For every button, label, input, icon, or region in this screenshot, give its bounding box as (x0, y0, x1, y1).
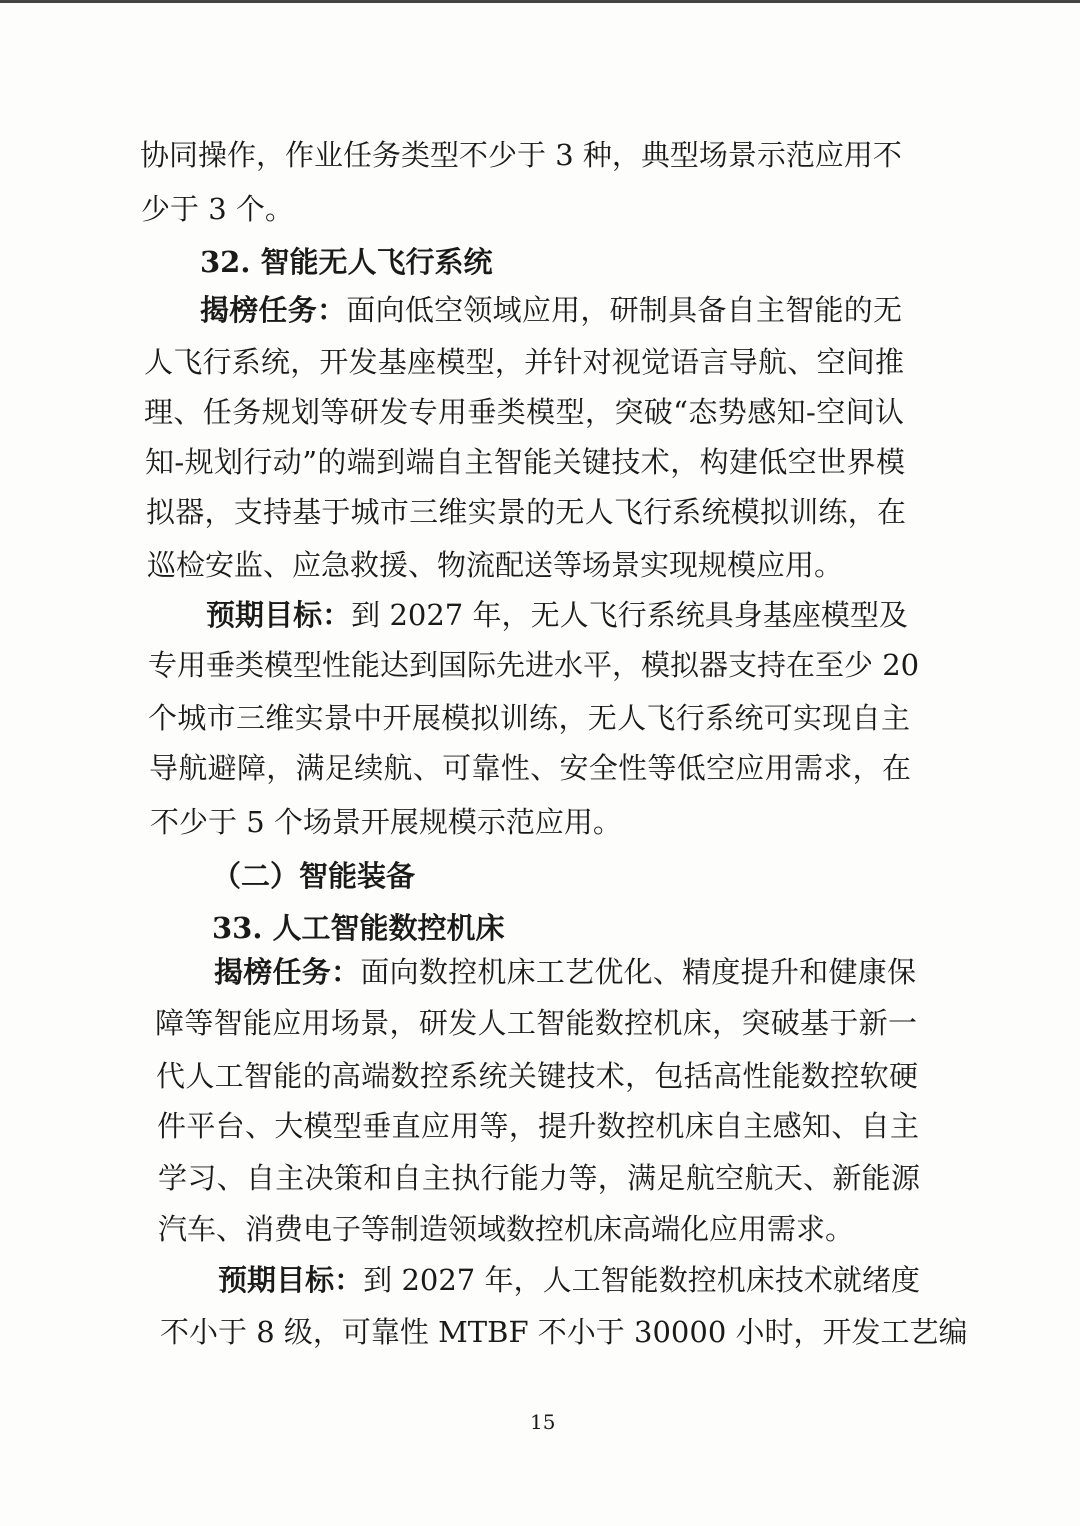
body-text: 面向数控机床工艺优化、精度提升和健康保 (360, 955, 916, 989)
section-heading-33: 33. 人工智能数控机床 (212, 911, 505, 945)
body-line: 汽车、消费电子等制造领域数控机床高端化应用需求。 (158, 1212, 855, 1246)
body-line: 个城市三维实景中开展模拟训练，无人飞行系统可实现自主 (148, 701, 910, 735)
scan-edge (0, 0, 1080, 3)
goal-label: 预期目标： (206, 598, 352, 632)
goal-label: 预期目标： (218, 1263, 364, 1297)
body-line: 学习、自主决策和自主执行能力等，满足航空航天、新能源 (158, 1161, 920, 1195)
body-line (218, 1262, 920, 1298)
body-line (206, 597, 908, 633)
body-line: 导航避障，满足续航、可靠性、安全性等低空应用需求，在 (149, 751, 911, 785)
section-heading-2: （二）智能装备 (212, 859, 416, 893)
body-line: 巡检安监、应急救援、物流配送等场景实现规模应用。 (147, 548, 844, 582)
body-line: 不小于 8 级，可靠性 MTBF 不小于 30000 小时，开发工艺编 (160, 1315, 968, 1349)
body-line (200, 292, 902, 328)
task-label: 揭榜任务： (214, 955, 361, 989)
body-line: 协同操作，作业任务类型不少于 3 种，典型场景示范应用不 (140, 138, 902, 172)
section-heading-32: 32. 智能无人飞行系统 (200, 245, 493, 279)
task-label: 揭榜任务： (200, 293, 347, 327)
page-number: 15 (530, 1410, 556, 1434)
body-line: 代人工智能的高端数控系统关键技术，包括高性能数控软硬 (156, 1059, 918, 1093)
body-text: 面向低空领域应用，研制具备自主智能的无 (346, 293, 902, 327)
body-text: 到 2027 年，无人飞行系统具身基座模型及 (351, 598, 908, 632)
body-line: 少于 3 个。 (141, 192, 294, 226)
body-line: 知-规划行动”的端到端自主智能关键技术，构建低空世界模 (145, 445, 905, 479)
body-line: 拟器，支持基于城市三维实景的无人飞行系统模拟训练，在 (146, 495, 906, 529)
body-line: 人飞行系统，开发基座模型，并针对视觉语言导航、空间推 (144, 345, 904, 379)
body-line: 理、任务规划等研发专用垂类模型，突破“态势感知-空间认 (144, 395, 904, 429)
body-line (214, 954, 916, 990)
body-line: 不少于 5 个场景开展规模示范应用。 (150, 805, 622, 839)
body-line: 件平台、大模型垂直应用等，提升数控机床自主感知、自主 (157, 1109, 919, 1143)
body-line: 障等智能应用场景，研发人工智能数控机床，突破基于新一 (155, 1006, 917, 1040)
body-text: 到 2027 年，人工智能数控机床技术就绪度 (363, 1263, 920, 1297)
body-line: 专用垂类模型性能达到国际先进水平，模拟器支持在至少 20 (148, 648, 920, 682)
